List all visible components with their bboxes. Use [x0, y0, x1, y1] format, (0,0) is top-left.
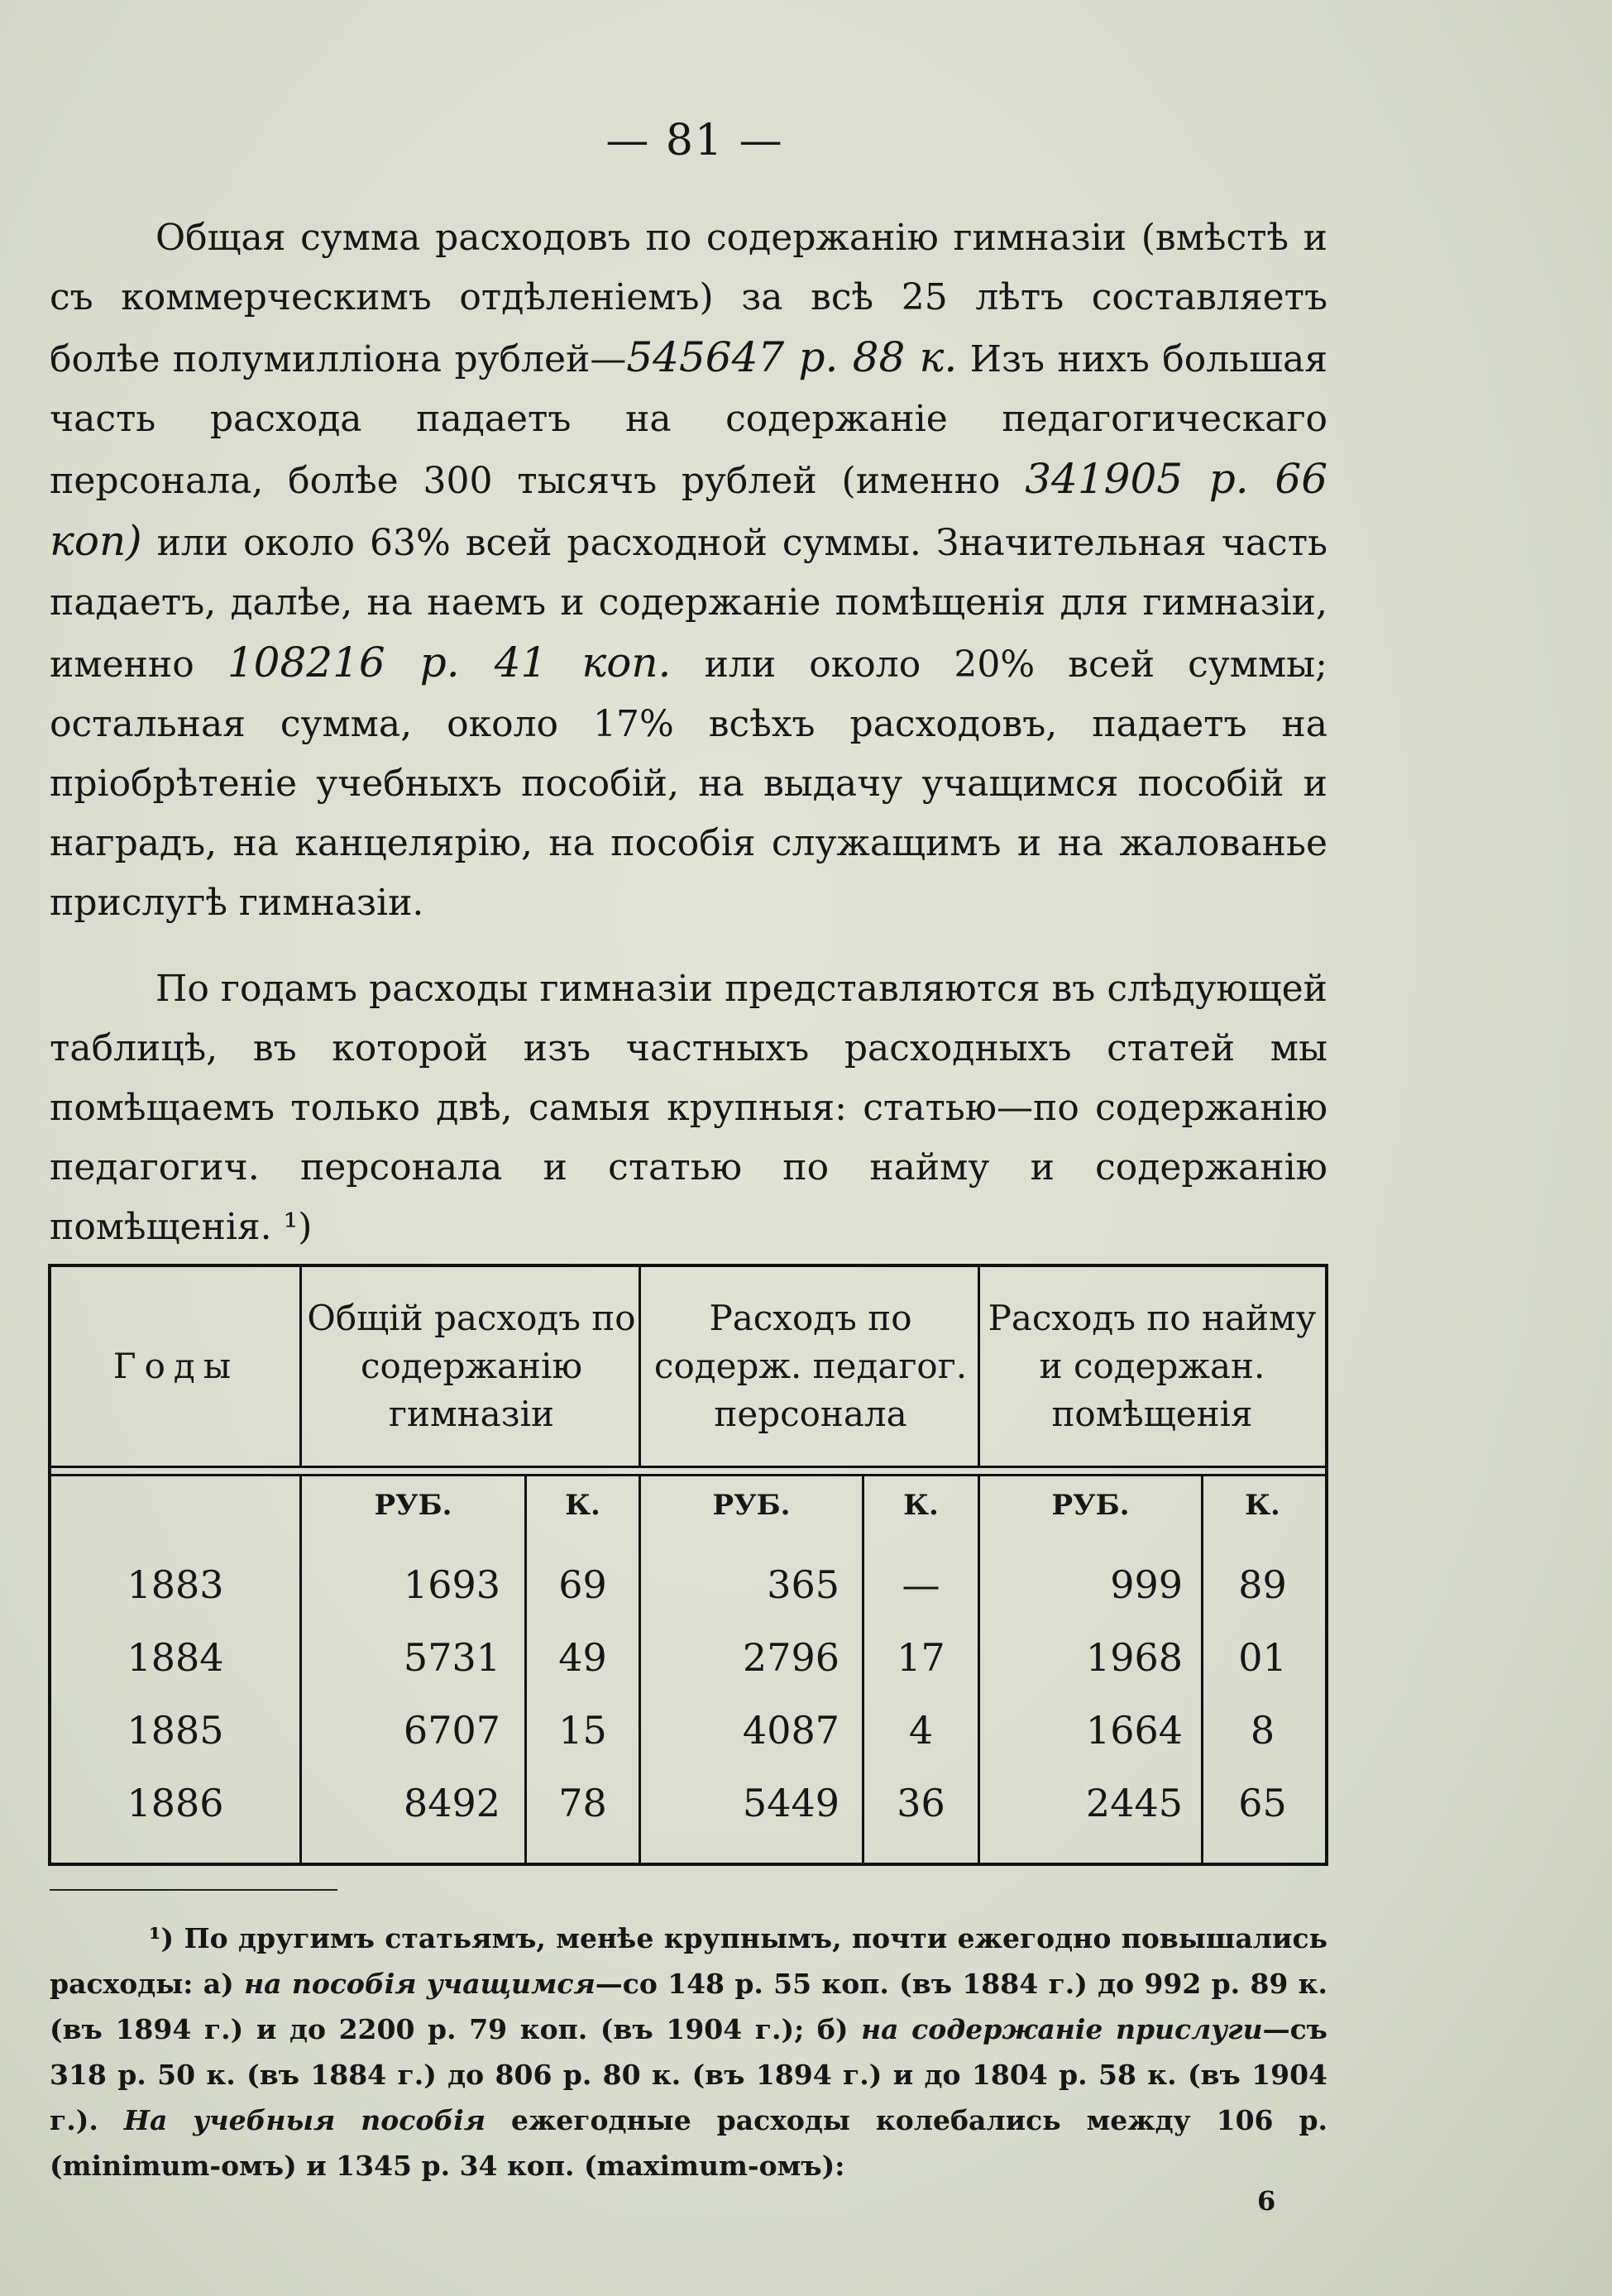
- page-number: — 81 —: [605, 116, 784, 165]
- footnote: [50, 1916, 1327, 2188]
- unit-rub: РУБ.: [712, 1489, 791, 1522]
- footnote-text-d: ежегодные расходы колебались между 106 р. (minimum-омъ) и 1345 р. 34 коп. (maximum-омъ):: [50, 2104, 1328, 2182]
- cell-ped-kop: 17: [897, 1635, 945, 1680]
- cell-total-rub: 6707: [403, 1708, 500, 1753]
- header-rule-1: [51, 1466, 1325, 1468]
- footnote-text-c: —съ 318 р. 50 к. (въ 1884 г.) до 806 р. 80 к. (въ 1894 г.) и до 1804 р. 58 к. (въ 1904 г.).: [50, 2013, 1327, 2136]
- col-divider: [639, 1267, 641, 1466]
- footnote-rule: [50, 1889, 337, 1891]
- paragraph-1-text-c: или около 63% всей расходной суммы. Значительная часть падаетъ, далѣе, на наемъ и содержаніе помѣщенія для гимназіи, именно: [50, 522, 1327, 686]
- header-total: Общій расходъ по содержанію гимназіи: [307, 1298, 636, 1434]
- cell-total-kop: 15: [558, 1708, 607, 1753]
- cell-prem-rub: 1968: [1085, 1635, 1183, 1680]
- unit-kop: К.: [565, 1489, 600, 1522]
- cell-year: 1884: [127, 1635, 224, 1680]
- footnote-text-b: —со 148 р. 55 коп. (въ 1884 г.) до 992 р. 89 к. (въ 1894 г.) и до 2200 р. 79 коп. (въ 1904 г.); б): [50, 1968, 1327, 2045]
- cell-prem-rub: 2445: [1085, 1781, 1183, 1825]
- cell-ped-rub: 2796: [742, 1635, 839, 1680]
- unit-kop: К.: [1245, 1489, 1280, 1522]
- cell-total-kop: 69: [558, 1562, 607, 1607]
- paragraph-1-text-a: Общая сумма расходовъ по содержанію гимназіи (вмѣстѣ и съ коммерческимъ отдѣленіемъ) за всѣ 25 лѣтъ составляетъ болѣе полумилліона рублей—: [50, 217, 1327, 380]
- cell-prem-kop: 65: [1238, 1781, 1287, 1825]
- cell-prem-kop: 89: [1238, 1562, 1287, 1607]
- expenses-table: [48, 1264, 1328, 1866]
- header-years: Годы: [112, 1346, 240, 1386]
- cell-ped-kop: 4: [908, 1708, 934, 1753]
- cell-ped-kop: —: [902, 1562, 940, 1607]
- signature-mark: 6: [1257, 2185, 1276, 2217]
- footnote-em-c: На учебныя пособія: [123, 2104, 486, 2136]
- cell-prem-rub: 999: [1110, 1562, 1183, 1607]
- total-sum: 545647 р. 88 к.: [626, 333, 958, 381]
- pedagog-sum: 341905 р. 66 коп): [50, 455, 1327, 565]
- unit-rub: РУБ.: [1051, 1489, 1130, 1522]
- cell-total-rub: 5731: [403, 1635, 500, 1680]
- paragraph-2: [50, 959, 1327, 1257]
- cell-prem-rub: 1664: [1085, 1708, 1183, 1753]
- cell-total-kop: 49: [558, 1635, 607, 1680]
- cell-total-rub: 1693: [403, 1562, 500, 1607]
- cell-year: 1885: [127, 1708, 224, 1753]
- cell-prem-kop: 01: [1238, 1635, 1287, 1680]
- cell-total-rub: 8492: [403, 1781, 500, 1825]
- footnote-em-b: на содержаніе прислуги: [861, 2013, 1263, 2045]
- unit-kop: К.: [903, 1489, 939, 1522]
- cell-ped-kop: 36: [897, 1781, 945, 1825]
- cell-ped-rub: 5449: [742, 1781, 839, 1825]
- premises-sum: 108216 р. 41 коп.: [227, 639, 672, 686]
- paragraph-1-text-b: Изъ нихъ большая часть расхода падаетъ на содержаніе педагогическаго персонала, болѣе 300 тысячъ рублей (именно: [50, 338, 1327, 502]
- cell-ped-rub: 4087: [742, 1708, 839, 1753]
- cell-year: 1886: [127, 1781, 224, 1825]
- col-divider: [299, 1267, 302, 1466]
- footnote-em-a: на пособія учащимся: [244, 1968, 596, 2000]
- cell-prem-kop: 8: [1250, 1708, 1275, 1753]
- paragraph-2-text: По годамъ расходы гимназіи представляются въ слѣдующей таблицѣ, въ которой изъ частныхъ расходныхъ статей мы помѣщаемъ только двѣ, самыя крупныя: статью—по содержанію педагогич. персонала и статью по найму и содержанію помѣщенія. ¹): [50, 968, 1327, 1248]
- header-premises: Расходъ по найму и содержан. помѣщенія: [988, 1298, 1317, 1434]
- cell-year: 1883: [127, 1562, 224, 1607]
- unit-rub: РУБ.: [374, 1489, 452, 1522]
- header-pedagog: Расходъ по содерж. педагог. персонала: [653, 1298, 968, 1434]
- footnote-text-a: ¹) По другимъ статьямъ, менѣе крупнымъ, почти ежегодно повышались расходы: а): [50, 1922, 1327, 2000]
- cell-ped-rub: 365: [767, 1562, 839, 1607]
- paragraph-1: [50, 208, 1327, 933]
- col-divider: [978, 1267, 980, 1466]
- paragraph-1-text-d: или около 20% всей суммы; остальная сумма, около 17% всѣхъ расходовъ, падаетъ на пріобрѣтеніе учебныхъ пособій, на выдачу учащимся пособій и наградъ, на канцелярію, на пособія служащимъ и на жалованье прислугѣ гимназіи.: [50, 643, 1328, 924]
- cell-total-kop: 78: [558, 1781, 607, 1825]
